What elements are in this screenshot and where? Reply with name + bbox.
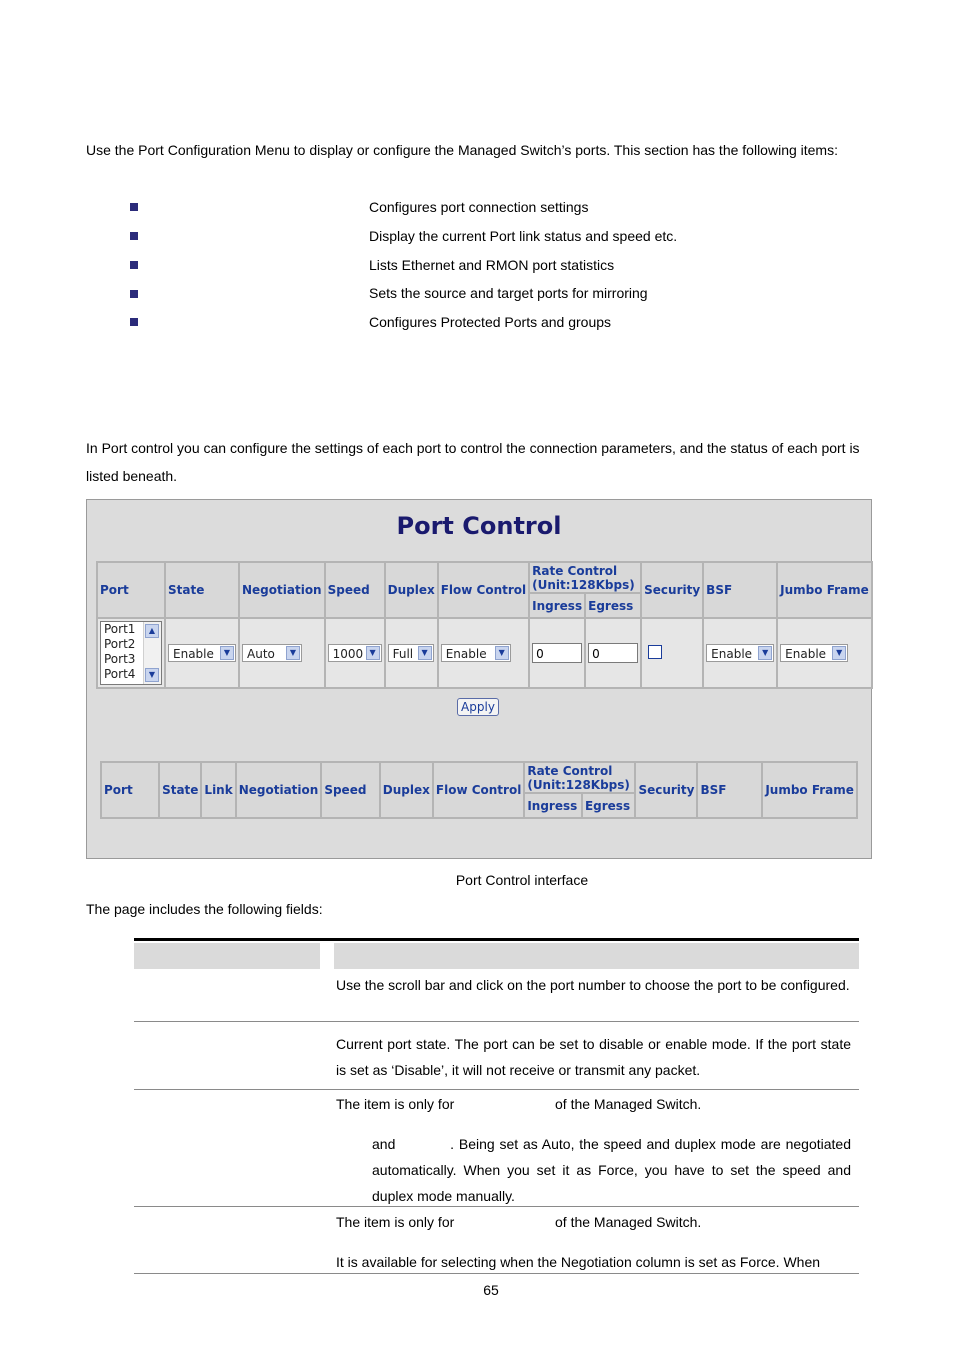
- header-port: Port: [97, 562, 165, 618]
- egress-cell: [585, 618, 641, 688]
- negotiation-value: Auto: [247, 647, 275, 661]
- header-duplex: Duplex: [385, 562, 438, 618]
- header-security: Security: [641, 562, 703, 618]
- header-link: Link: [201, 762, 235, 818]
- bsf-value: Enable: [711, 647, 753, 661]
- fields-table-header: [134, 943, 859, 969]
- header-state: State: [159, 762, 201, 818]
- item-desc: Lists Ethernet and RMON port statistics: [369, 257, 615, 273]
- field-desc-port: Use the scroll bar and click on the port number to choose the port to be configured.: [336, 977, 850, 993]
- ingress-input[interactable]: 0: [532, 643, 582, 663]
- header-bsf: BSF: [697, 762, 762, 818]
- field-desc-speed: [336, 1209, 851, 1275]
- port-option[interactable]: Port4: [104, 667, 136, 681]
- scroll-down-icon[interactable]: ▼: [145, 668, 159, 682]
- port-status-table: [100, 761, 858, 819]
- chevron-down-icon: ▼: [286, 646, 300, 660]
- port-option[interactable]: Port1: [104, 622, 136, 636]
- item-desc: Sets the source and target ports for mirroring: [369, 285, 648, 301]
- flow-control-cell: [438, 618, 529, 688]
- header-ingress: Ingress: [524, 793, 582, 818]
- rate-unit-label: (Unit:128Kbps): [527, 777, 630, 792]
- table-top-rule: [134, 938, 859, 941]
- header-bsf: BSF: [703, 562, 777, 618]
- negotiation-cell: [239, 618, 325, 688]
- field-desc-text: and: [372, 1136, 396, 1152]
- field-desc-text: It is available for selecting when the Negotiation column is set as Force. When: [336, 1254, 821, 1270]
- header-negotiation: Negotiation: [236, 762, 322, 818]
- rate-control-label: Rate Control: [527, 763, 613, 778]
- bsf-select[interactable]: [706, 644, 774, 662]
- port-control-intro: In Port control you can configure the settings of each port to control the connection parameters, and the status of each port is listed beneath.: [86, 440, 860, 484]
- bullet-icon: [130, 318, 138, 326]
- chevron-down-icon: ▼: [832, 646, 846, 660]
- state-cell: [165, 618, 239, 688]
- flow-control-value: Enable: [445, 647, 487, 661]
- intro-text: Use the Port Configuration Menu to display or configure the Managed Switch’s ports. This section has the following items:: [86, 142, 838, 158]
- chevron-down-icon: ▼: [418, 646, 432, 660]
- header-flow-control: Flow Control: [433, 762, 524, 818]
- scroll-up-icon[interactable]: ▲: [145, 624, 159, 638]
- row-divider: [134, 1273, 859, 1274]
- bsf-cell: [703, 618, 777, 688]
- port-option[interactable]: Port3: [104, 652, 136, 666]
- header-speed: Speed: [325, 562, 385, 618]
- state-select[interactable]: [168, 644, 236, 662]
- header-rate-control: [529, 562, 641, 593]
- port-control-form-table: [96, 561, 873, 689]
- jumbo-frame-cell: [777, 618, 872, 688]
- duplex-cell: [385, 618, 438, 688]
- port-list-scrollbar[interactable]: [143, 622, 161, 684]
- port-control-screenshot: [86, 499, 872, 859]
- jumbo-frame-select[interactable]: [780, 644, 848, 662]
- chevron-down-icon: ▼: [220, 646, 234, 660]
- chevron-down-icon: ▼: [758, 646, 772, 660]
- ingress-cell: [529, 618, 585, 688]
- header-egress: Egress: [582, 793, 635, 818]
- field-desc-text: of the Managed Switch.: [555, 1214, 702, 1230]
- panel-title: Port Control: [396, 512, 562, 540]
- speed-cell: [325, 618, 385, 688]
- duplex-value: Full: [392, 647, 414, 661]
- header-negotiation: Negotiation: [239, 562, 325, 618]
- rate-control-label: Rate Control: [532, 563, 618, 578]
- chevron-down-icon: ▼: [366, 646, 380, 660]
- security-checkbox[interactable]: [648, 645, 662, 659]
- header-separator: [320, 943, 334, 969]
- header-ingress: Ingress: [529, 593, 585, 618]
- page-number: 65: [483, 1282, 499, 1298]
- bullet-icon: [130, 290, 138, 298]
- field-desc-text: The item is only for: [336, 1096, 455, 1112]
- header-flow-control: Flow Control: [438, 562, 529, 618]
- field-desc-state: Current port state. The port can be set to disable or enable mode. If the port state is set as ‘Disable’, it will not receive or transmit any packet.: [336, 1036, 851, 1078]
- rate-unit-label: (Unit:128Kbps): [532, 577, 635, 592]
- header-duplex: Duplex: [380, 762, 433, 818]
- header-speed: Speed: [321, 762, 379, 818]
- duplex-select[interactable]: [388, 644, 434, 662]
- security-cell: [641, 618, 703, 688]
- state-value: Enable: [173, 647, 214, 661]
- field-desc-text: . Being set as Auto, the speed and duplex mode are negotiated automatically. When you set it as Force, you have to set the speed and duplex mode manually.: [372, 1136, 851, 1204]
- field-desc-text: of the Managed Switch.: [555, 1096, 702, 1112]
- egress-input[interactable]: 0: [588, 643, 638, 663]
- field-desc-negotiation: [336, 1091, 851, 1209]
- header-port: Port: [101, 762, 159, 818]
- negotiation-select[interactable]: [242, 644, 302, 662]
- bullet-icon: [130, 203, 138, 211]
- speed-select[interactable]: [328, 644, 382, 662]
- header-state: State: [165, 562, 239, 618]
- header-rate-control: [524, 762, 635, 793]
- item-desc: Configures port connection settings: [369, 199, 589, 215]
- item-desc: Display the current Port link status and speed etc.: [369, 228, 678, 244]
- item-desc: Configures Protected Ports and groups: [369, 314, 612, 330]
- jumbo-frame-value: Enable: [785, 647, 827, 661]
- speed-value: 1000: [332, 647, 364, 661]
- field-desc-text: The item is only for: [336, 1214, 455, 1230]
- row-divider: [134, 1021, 859, 1022]
- row-divider: [134, 1089, 859, 1090]
- header-security: Security: [635, 762, 697, 818]
- figure-caption: Port Control interface: [455, 872, 589, 888]
- port-list-cell: [97, 618, 165, 688]
- bullet-icon: [130, 232, 138, 240]
- port-listbox[interactable]: [100, 621, 162, 685]
- chevron-down-icon: ▼: [495, 646, 509, 660]
- fields-intro: The page includes the following fields:: [86, 901, 323, 917]
- header-egress: Egress: [585, 593, 641, 618]
- port-option[interactable]: Port2: [104, 637, 136, 651]
- flow-control-select[interactable]: [441, 644, 511, 662]
- bullet-icon: [130, 261, 138, 269]
- row-divider: [134, 1206, 859, 1207]
- header-jumbo-frame: Jumbo Frame: [777, 562, 872, 618]
- apply-button[interactable]: Apply: [457, 698, 499, 716]
- header-jumbo-frame: Jumbo Frame: [762, 762, 857, 818]
